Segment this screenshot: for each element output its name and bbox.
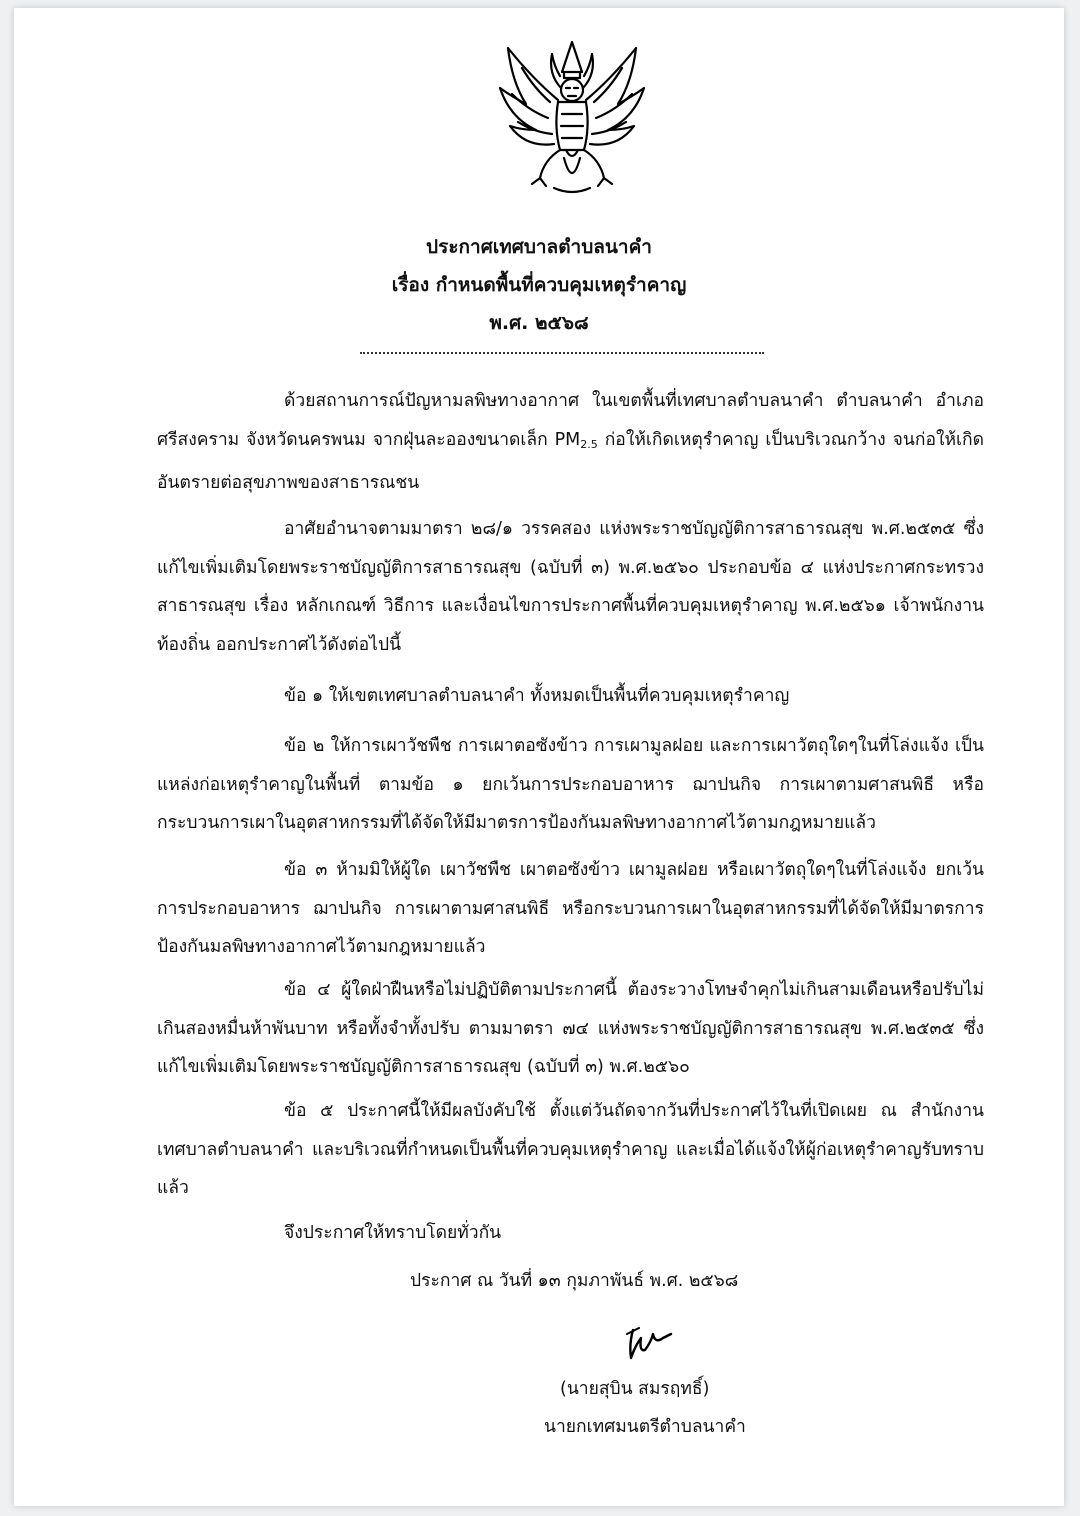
closing-statement: จึงประกาศให้ทราบโดยทั่วกัน [284, 1223, 502, 1243]
announcement-subject: เรื่อง กำหนดพื้นที่ควบคุมเหตุรำคาญ [391, 274, 687, 296]
header-divider [360, 352, 764, 354]
signer-title: นายกเทศมนตรีตำบลนาคำ [544, 1417, 746, 1437]
clause-4: ข้อ ๔ ผู้ใดฝ่าฝืนหรือไม่ปฏิบัติตามประกาศนี้ ต้องระวางโทษจำคุกไม่เกินสามเดือนหรือปรับไม่เกินสองหมื่นห้าพันบาท หรือทั้งจำทั้งปรับ ตามมาตรา ๗๔ แห่งพระราชบัญญัติการสาธารณสุข พ.ศ.๒๕๓๕ ซึ่งแก้ไขเพิ่มเติมโดยพระราชบัญญัติการสาธารณสุข (ฉบับที่ ๓) พ.ศ.๒๕๖๐ [157, 980, 984, 1077]
clause-3: ข้อ ๓ ห้ามมิให้ผู้ใด เผาวัชพืช เผาตอซังข้าว เผามูลฝอย หรือเผาวัตถุใดๆในที่โล่งแจ้ง ยกเว้นการประกอบอาหาร ฌาปนกิจ การเผาตามศาสนพิธี หรือกระบวนการเผาในอุตสาหกรรมที่ได้จัดให้มีมาตรการป้องกันมลพิษทางอากาศไว้ตามกฎหมายแล้ว [157, 860, 984, 957]
garuda-emblem-icon [492, 38, 652, 198]
announcement-date: ประกาศ ณ วันที่ ๑๓ กุมภาพันธ์ พ.ศ. ๒๕๖๘ [410, 1271, 739, 1291]
clause-2: ข้อ ๒ ให้การเผาวัชพืช การเผาตอซังข้าว การเผามูลฝอย และการเผาวัตถุใดๆในที่โล่งแจ้ง เป็นแหล่งก่อเหตุรำคาญในพื้นที่ ตามข้อ ๑ ยกเว้นการประกอบอาหาร ฌาปนกิจ การเผาตามศาสนพิธี หรือกระบวนการเผาในอุตสาหกรรมที่ได้จัดให้มีมาตรการป้องกันมลพิษทางอากาศไว้ตามกฎหมายแล้ว [157, 736, 984, 833]
announcement-year: พ.ศ. ๒๕๖๘ [489, 312, 589, 334]
paragraph-legal-basis: อาศัยอำนาจตามมาตรา ๒๘/๑ วรรคสอง แห่งพระราชบัญญัติการสาธารณสุข พ.ศ.๒๕๓๕ ซึ่งแก้ไขเพิ่มเติมโดยพระราชบัญญัติการสาธารณสุข (ฉบับที่ ๓) พ.ศ.๒๕๖๐ ประกอบข้อ ๔ แห่งประกาศกระทรวงสาธารณสุข เรื่อง หลักเกณฑ์ วิธีการ และเงื่อนไขการประกาศพื้นที่ควบคุมเหตุรำคาญ พ.ศ.๒๕๖๑ เจ้าพนักงานท้องถิ่น ออกประกาศไว้ดังต่อไปนี้ [157, 519, 984, 655]
pm-subscript: 2.5 [580, 437, 598, 451]
announcement-title: ประกาศเทศบาลตำบลนาคำ [426, 236, 652, 258]
signature-icon [619, 1324, 679, 1366]
paragraph-situation-text-2: ก่อให้เกิดเหตุรำคาญ เป็นบริเวณกว้าง จนก่อให้เกิดอันตรายต่อสุขภาพของสาธารณชน [157, 429, 984, 493]
document-page [14, 8, 1064, 1506]
clause-5: ข้อ ๕ ประกาศนี้ให้มีผลบังคับใช้ ตั้งแต่วันถัดจากวันที่ประกาศไว้ในที่เปิดเผย ณ สำนักงานเทศบาลตำบลนาคำ และบริเวณที่กำหนดเป็นพื้นที่ควบคุมเหตุรำคาญ และเมื่อได้แจ้งให้ผู้ก่อเหตุรำคาญรับทราบแล้ว [157, 1101, 984, 1198]
clause-1: ข้อ ๑ ให้เขตเทศบาลตำบลนาคำ ทั้งหมดเป็นพื้นที่ควบคุมเหตุรำคาญ [284, 686, 790, 706]
signer-name: (นายสุบิน สมรฤทธิ์) [560, 1379, 710, 1399]
paragraph-situation-text-1: ด้วยสถานการณ์ปัญหามลพิษทางอากาศ ในเขตพื้นที่เทศบาลตำบลนาคำ ตำบลนาคำ อำเภอศรีสงคราม จังหวัดนครพนม จากฝุ่นละอองขนาดเล็ก PM [157, 391, 984, 450]
paragraph-situation [157, 382, 984, 503]
